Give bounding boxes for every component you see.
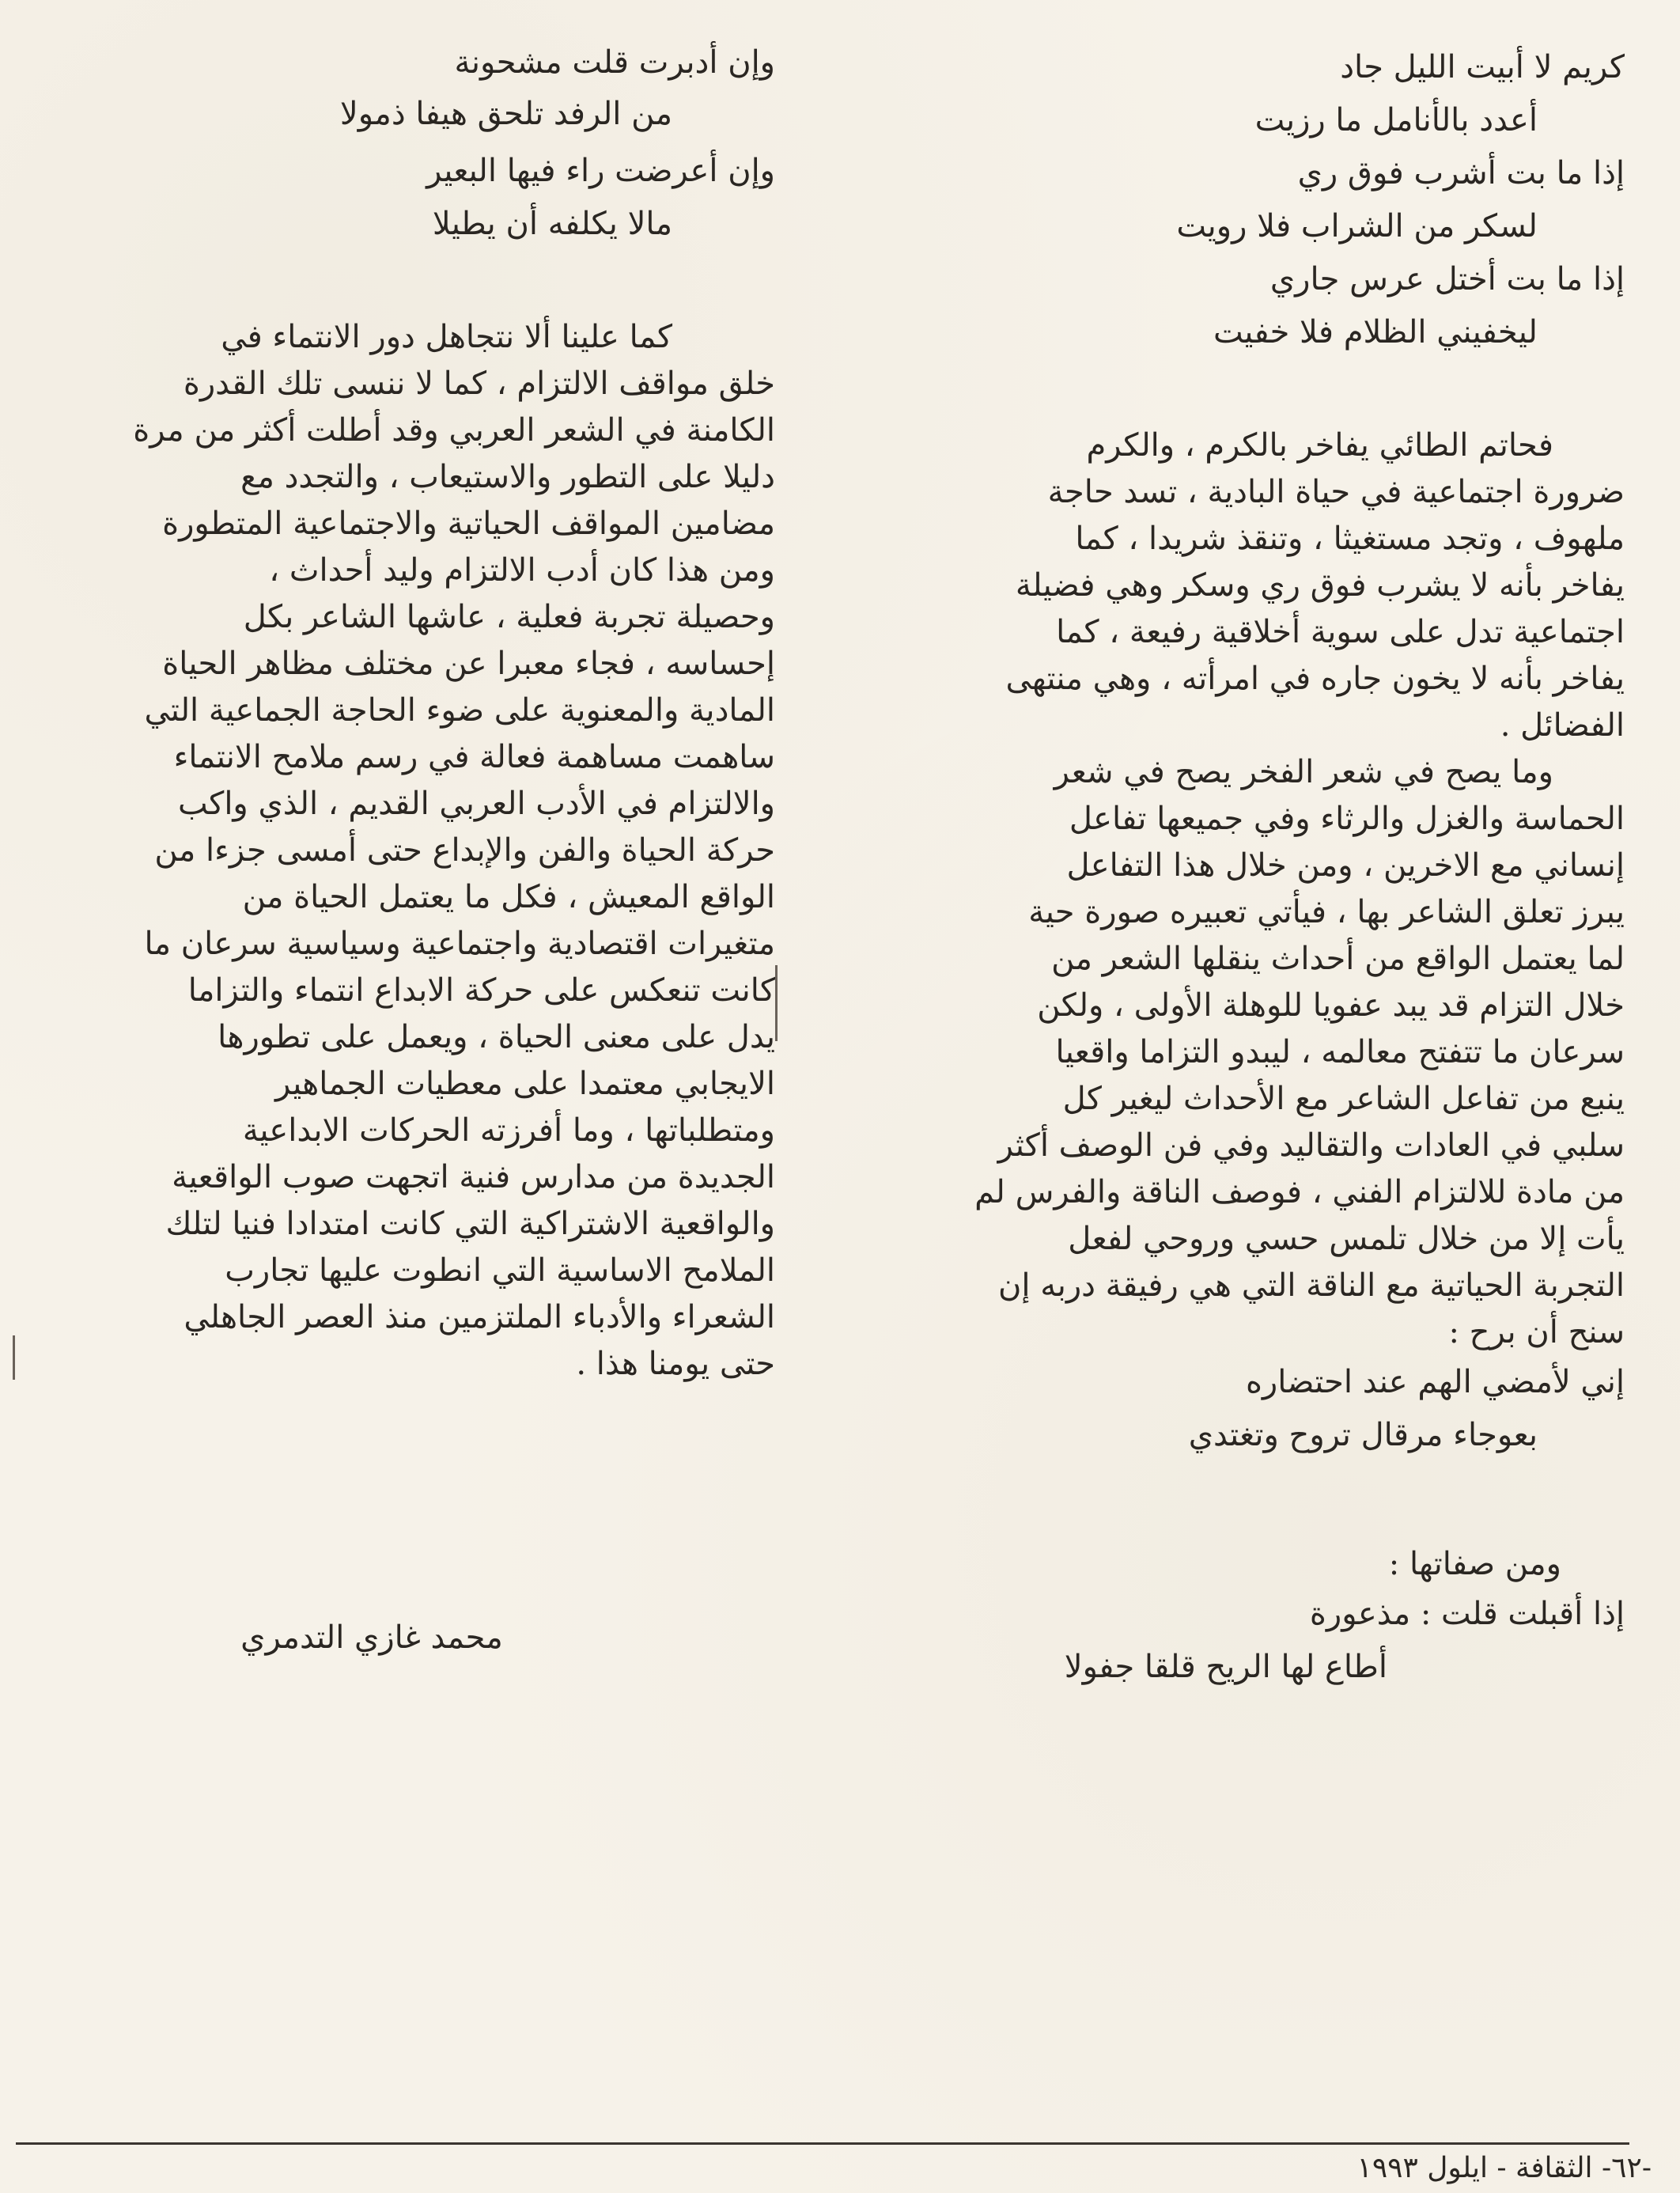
verse-line: إني لأمضي الهم عند احتضاره <box>1245 1364 1625 1400</box>
text-line: الملامح الاساسية التي انطوت عليها تجارب <box>225 1252 775 1289</box>
text-line: لما يعتمل الواقع من أحداث ينقلها الشعر من <box>1051 941 1625 977</box>
text-line: التجربة الحياتية مع الناقة التي هي رفيقة دربه إن <box>998 1267 1625 1304</box>
left-column <box>33 41 775 1388</box>
text-line: سلبي في العادات والتقاليد وفي فن الوصف أكثر <box>997 1127 1625 1164</box>
author-name: محمد غازي التدمري <box>240 1619 503 1656</box>
text-line: يبرز تعلق الشاعر بها ، فيأتي تعبيره صورة حية <box>1028 894 1625 930</box>
text-line: يدل على معنى الحياة ، ويعمل على تطورها <box>218 1019 775 1055</box>
verse-line: لسكر من الشراب فلا رويت <box>1176 208 1538 244</box>
text-line: الشعراء والأدباء الملتزمين منذ العصر الجاهلي <box>184 1299 775 1335</box>
text-line: خلال التزام قد يبد عفويا للوهلة الأولى ، ولكن <box>1037 987 1625 1024</box>
verse-line: من الرفد تلحق هيفا ذمولا <box>339 96 672 132</box>
text-line: ساهمت مساهمة فعالة في رسم ملامح الانتماء <box>173 739 775 775</box>
poem-naqa <box>884 1356 1625 1462</box>
text-line: فحاتم الطائي يفاخر بالكرم ، والكرم <box>1086 427 1553 464</box>
text-line: ضرورة اجتماعية في حياة البادية ، تسد حاجة <box>1047 474 1625 510</box>
poem-sifat <box>884 1588 1625 1694</box>
text-line: سنح أن برح : <box>1448 1314 1625 1350</box>
text-line: إحساسه ، فجاء معبرا عن مختلف مظاهر الحياة <box>162 646 775 682</box>
text-line: ينبع من تفاعل الشاعر مع الأحداث ليغير كل <box>1062 1081 1625 1117</box>
text-line: المادية والمعنوية على ضوء الحاجة الجماعية التي <box>144 692 775 729</box>
poem-continued <box>33 41 775 251</box>
text-line: إنساني مع الاخرين ، ومن خلال هذا التفاعل <box>1066 847 1625 884</box>
verse-line: إذا ما بت أشرب فوق ري <box>1297 155 1625 191</box>
text-line: كانت تنعكس على حركة الابداع انتماء والتزاما <box>187 972 775 1009</box>
margin-mark <box>775 965 778 1041</box>
page-footer: -٦٢- الثقافة - ايلول ١٩٩٣ <box>1356 2152 1652 2184</box>
text-line: الحماسة والغزل والرثاء وفي جميعها تفاعل <box>1069 801 1625 837</box>
text-line: يفاخر بأنه لا يخون جاره في امرأته ، وهي منتهى <box>1005 661 1625 697</box>
text-line: حتى يومنا هذا . <box>576 1346 775 1382</box>
text-line: الايجابي معتمدا على معطيات الجماهير <box>275 1066 775 1102</box>
text-line: والواقعية الاشتراكية التي كانت امتدادا فنيا لتلك <box>165 1206 775 1242</box>
paragraph-fakhr <box>884 749 1625 1356</box>
text-line: الجديدة من مدارس فنية اتجهت صوب الواقعية <box>172 1159 775 1195</box>
text-line: الكامنة في الشعر العربي وقد أطلت أكثر من مرة <box>133 412 775 449</box>
verse-line: مالا يكلفه أن يطيلا <box>432 206 672 242</box>
verse-line: أعدد بالأنامل ما رزيت <box>1254 102 1538 138</box>
text-line: ومن هذا كان أدب الالتزام وليد أحداث ، <box>269 552 775 589</box>
verse-line: أطاع لها الريح قلقا جفولا <box>1064 1649 1387 1685</box>
text-line: خلق مواقف الالتزام ، كما لا ننسى تلك القدرة <box>183 366 775 402</box>
verse-line: كريم لا أبيت الليل جاد <box>1340 49 1625 85</box>
poem-hatim <box>884 41 1625 359</box>
verse-line: وإن أدبرت قلت مشحونة <box>454 44 775 81</box>
text-line: مضامين المواقف الحياتية والاجتماعية المتطورة <box>162 506 775 542</box>
text-line: ملهوف ، وتجد مستغيثا ، وتنقذ شريدا ، كما <box>1075 521 1625 557</box>
verse-line: وإن أعرضت راء فيها البعير <box>426 153 775 189</box>
text-line: الواقع المعيش ، فكل ما يعتمل الحياة من <box>242 879 775 915</box>
text-line: والالتزام في الأدب العربي القديم ، الذي واكب <box>178 786 775 822</box>
verse-line: إذا أقبلت قلت : مذعورة <box>1309 1596 1625 1632</box>
text-line: الفضائل . <box>1500 707 1625 744</box>
text-line: كما علينا ألا نتجاهل دور الانتماء في <box>221 319 672 355</box>
verse-line: إذا ما بت أختل عرس جاري <box>1269 261 1625 297</box>
text-line: وما يصح في شعر الفخر يصح في شعر <box>1054 754 1553 790</box>
text-line: دليلا على التطور والاستيعاب ، والتجدد مع <box>240 459 775 495</box>
right-column <box>884 41 1625 1694</box>
verse-line: ليخفيني الظلام فلا خفيت <box>1213 314 1538 350</box>
paragraph-hatim <box>884 422 1625 749</box>
text-line: يأت إلا من خلال تلمس حسي وروحي لفعل <box>1068 1221 1625 1257</box>
text-line: ومن صفاتها : <box>1388 1546 1561 1582</box>
verse-line: بعوجاء مرقال تروح وتغتدي <box>1188 1417 1538 1453</box>
text-line: وحصيلة تجربة فعلية ، عاشها الشاعر بكل <box>243 599 775 635</box>
footer-rule <box>16 2142 1629 2145</box>
text-line: ومتطلباتها ، وما أفرزته الحركات الابداعية <box>242 1112 775 1149</box>
text-line: يفاخر بأنه لا يشرب فوق ري وسكر وهي فضيلة <box>1015 567 1625 604</box>
text-line: سرعان ما تتفتح معالمه ، ليبدو التزاما واقعيا <box>1055 1034 1625 1070</box>
text-line: من مادة للالتزام الفني ، فوصف الناقة والفرس لم <box>974 1174 1625 1210</box>
margin-mark <box>13 1335 15 1380</box>
text-line: متغيرات اقتصادية واجتماعية وسياسية سرعان ما <box>144 926 775 962</box>
text-line: حركة الحياة والفن والإبداع حتى أمسى جزءا من <box>154 832 775 869</box>
text-line: اجتماعية تدل على سوية أخلاقية رفيعة ، كما <box>1056 614 1625 650</box>
paragraph-intima <box>33 314 775 1388</box>
